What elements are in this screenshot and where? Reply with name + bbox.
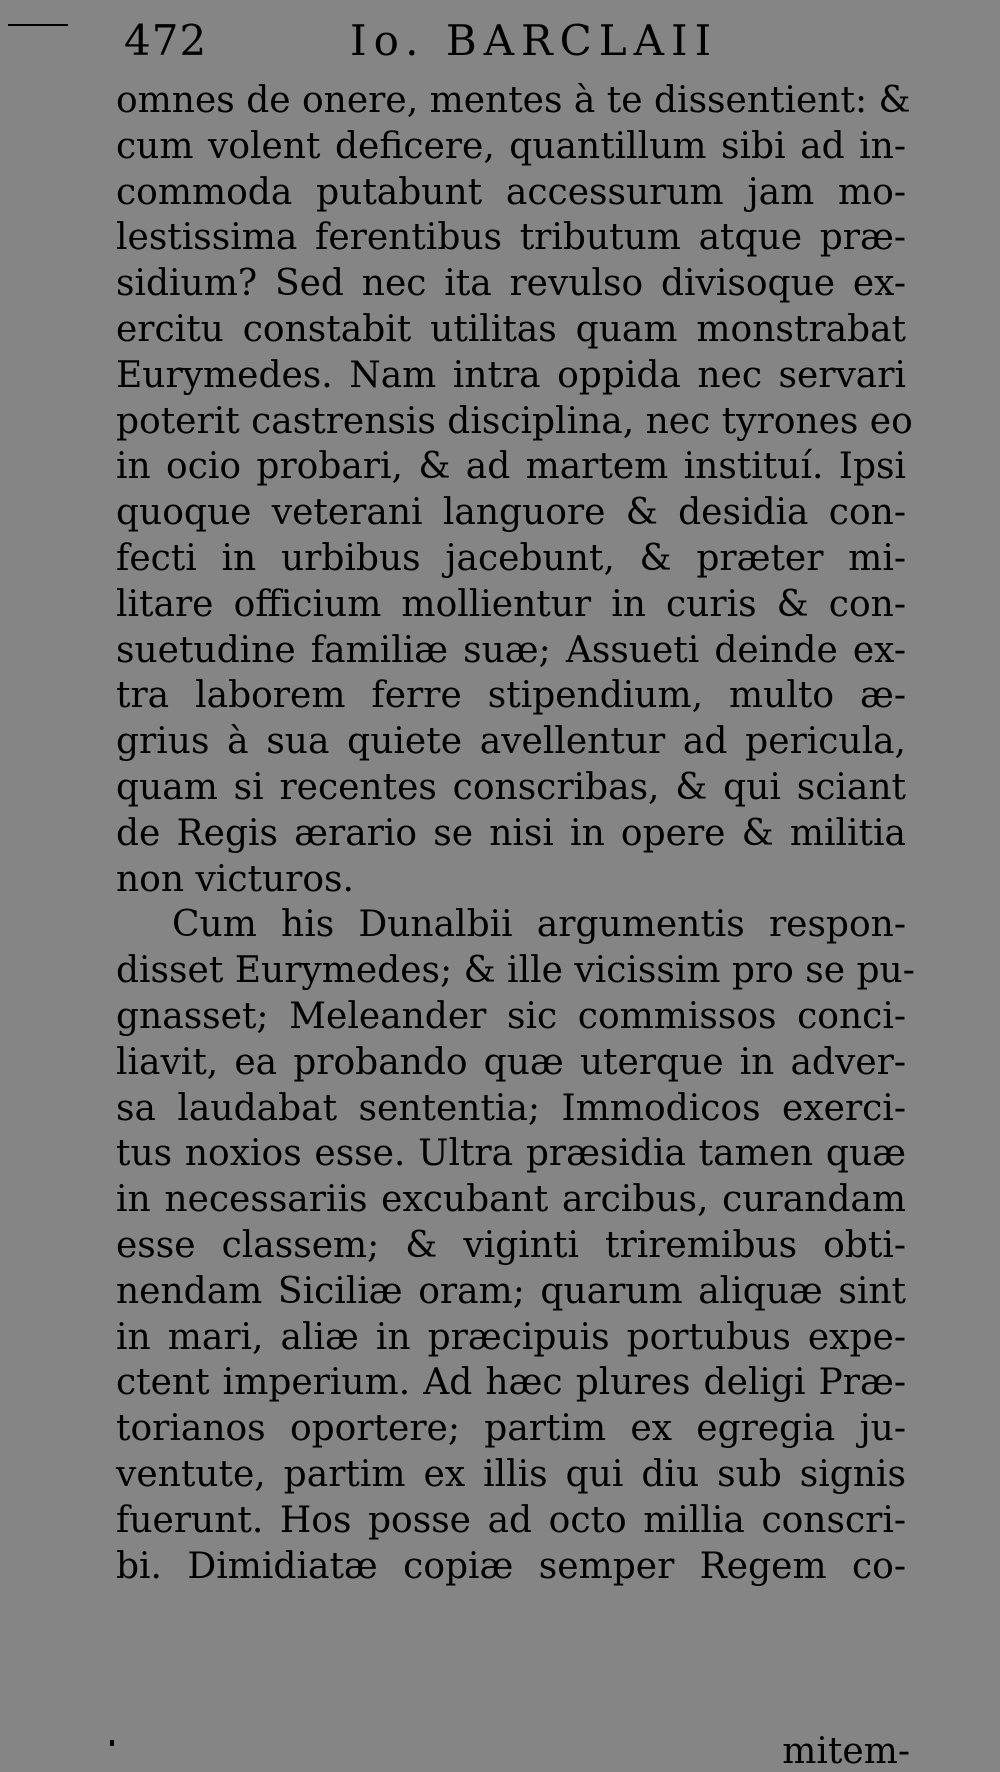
paragraph-first-line: Cum his Dunalbii argumentis respon- [172, 904, 906, 946]
scan-speck [110, 1740, 114, 1746]
text-line: quoque veterani languore & desidia con- [116, 492, 906, 534]
text-line: quam si recentes conscribas, & qui sciant [116, 766, 906, 808]
text-line: poterit castrensis disciplina, nec tyrones eo [116, 400, 913, 442]
text-line: grius à sua quiete avellentur ad pericula, [116, 721, 906, 763]
text-line: liavit, ea probando quæ uterque in adver- [116, 1041, 906, 1083]
text-line: litare officium mollientur in curis & con- [116, 583, 906, 625]
text-line: commoda putabunt accessurum jam mo- [116, 171, 906, 213]
text-line: omnes de onere, mentes à te dissentient: & [116, 80, 911, 121]
text-line: disset Eurymedes; & ille vicissim pro se pu- [116, 950, 915, 992]
catchword: mitem- [782, 1731, 910, 1772]
text-line: in mari, aliæ in præcipuis portubus expe- [116, 1316, 906, 1358]
page-header [124, 16, 924, 76]
text-line: non victuros. [116, 858, 354, 900]
text-line: ctent imperium. Ad hæc plures deligi Præ- [116, 1362, 906, 1404]
text-line: Eurymedes. Nam intra oppida nec servari [116, 354, 906, 396]
text-line: nendam Siciliæ oram; quarum aliquæ sint [116, 1270, 906, 1312]
text-line: cum volent deficere, quantillum sibi ad in- [116, 125, 906, 167]
text-line: suetudine familiæ suæ; Assueti deinde ex- [116, 629, 906, 671]
page-number: 472 [124, 16, 208, 65]
text-line: sidium? Sed nec ita revulso divisoque ex- [116, 263, 906, 305]
text-line: torianos oportere; partim ex egregia ju- [116, 1408, 906, 1450]
text-line: tus noxios esse. Ultra præsidia tamen quæ [116, 1133, 906, 1175]
text-line: ercitu constabit utilitas quam monstrabat [116, 308, 906, 350]
scan-speck [8, 24, 68, 26]
text-line: de Regis ærario se nisi in opere & militia [116, 812, 906, 854]
text-line: sa laudabat sententia; Immodicos exerci- [116, 1087, 906, 1129]
text-line: bi. Dimidiatæ copiæ semper Regem co- [116, 1545, 906, 1587]
text-line: lestissima ferentibus tributum atque præ- [116, 217, 906, 259]
text-line: tra laborem ferre stipendium, multo æ- [116, 675, 906, 717]
text-line: esse classem; & viginti triremibus obti- [116, 1224, 906, 1266]
text-line: gnasset; Meleander sic commissos conci- [116, 995, 906, 1037]
running-head: Io. BARCLAII [350, 16, 719, 65]
text-line: ventute, partim ex illis qui diu sub signis [116, 1453, 906, 1495]
body-text [116, 78, 915, 1589]
text-line: fuerunt. Hos posse ad octo millia conscri- [116, 1499, 906, 1541]
text-line: in ocio probari, & ad martem instituí. Ipsi [116, 446, 906, 488]
text-line: fecti in urbibus jacebunt, & præter mi- [116, 537, 906, 579]
text-line: in necessariis excubant arcibus, curandam [116, 1179, 906, 1221]
